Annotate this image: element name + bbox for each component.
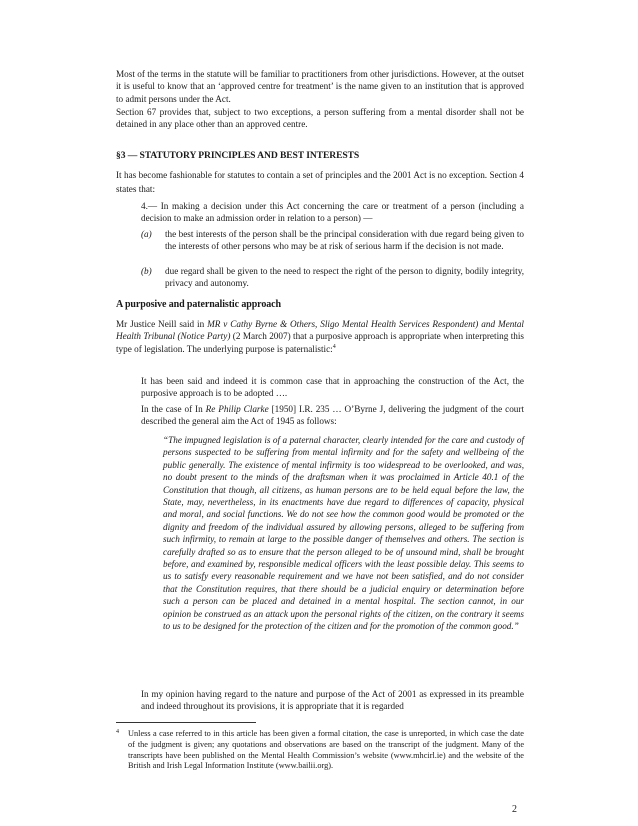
section-4-quote: 4.— In making a decision under this Act concerning the care or treatment of a person (including a decision to make an admission order in relation to a person) —: [141, 201, 524, 224]
paragraph-neill-judgment: [116, 318, 524, 355]
paragraph-section-67: Section 67 provides that, subject to two exceptions, a person suffering from a mental disorder shall not be detained in any place other than an approved centre.: [116, 107, 524, 130]
footnote-number: 4: [116, 729, 119, 735]
neill-rest-text: (2 March 2007) that a purposive approach is appropriate when interpreting this type of legislation. The underlying purpose is paternalistic:: [116, 331, 524, 354]
judgment-paragraph-purposive: It has been said and indeed it is common case that in approaching the construction of the Act, the purposive approach is to be adopted ….: [141, 376, 524, 399]
footnote-divider: [116, 722, 256, 723]
judgment-paragraph-clarke: [141, 403, 524, 428]
judgment-paragraph-opinion: In my opinion having regard to the nature and purpose of the Act of 2001 as expressed in its preamble and indeed throughout its provisions, it is appropriate that it is regarded: [141, 689, 524, 712]
section-4-item-b: [141, 265, 524, 290]
paragraph-approved-centre-terms: Most of the terms in the statute will be familiar to practitioners from other jurisdictions. However, at the outset it is useful to know that an ‘approved centre for treatment’ is the name given to an institution that is approved to admit persons under the Act.: [116, 69, 524, 104]
clarke-block-quote: “The impugned legislation is of a paternal character, clearly intended for the care and custody of persons suspected to be suffering from mental infirmity and for the safety and wellbeing of the public generally. The existence of mental infirmity is too widespread to be overlooked, and was, no doubt present to the minds of the draftsman when it was proclaimed in Article 40.1 of the Constitution that though, all citizens, as human persons are to be held equal before the law, the State, may, nevertheless, in its enactments have due regard to differences of capacity, physical and moral, and social functions. We do not see how the common good would be promoted or the dignity and freedom of the individual assured by allowing persons, alleged to be suffering from such infirmity, to remain at large to the possible danger of themselves and others. The section is carefully drafted so as to ensure that the person alleged to be of unsound mind, shall be brought before, and examined by, responsible medical officers with the least possible delay. This seems to us to satisfy every reasonable requirement and we have not been satisfied, and do not consider that the Constitution requires, that there should be a judicial enquiry or determination before such a person can be placed and detained in a mental hospital. The section cannot, in our opinion be construed as an attack upon the personal rights of the citizen, on the contrary it seems to us to be designed for the protection of the citizen and for the promotion of the common good.”: [163, 435, 524, 632]
list-marker-a: (a): [141, 229, 152, 239]
clarke-lead-text: In the case of In: [141, 404, 206, 414]
section-heading-purposive: A purposive and paternalistic approach: [116, 299, 281, 310]
clarke-rest-text: [1950] I.R. 235 … O’Byrne J, delivering the judgment of the court described the general aim the Act of 1945 as follows:: [141, 404, 524, 427]
footnote: [116, 729, 524, 772]
case-name-mr-v-byrne: MR v Cathy Byrne & Others, Sligo Mental Health Services Respondent) and Mental Health Tribunal (Notice Party): [116, 319, 524, 342]
case-name-re-philip-clarke: Re Philip Clarke: [205, 404, 269, 414]
list-marker-b: (b): [141, 266, 152, 276]
neill-lead-text: Mr Justice Neill said in: [116, 319, 208, 329]
section-4-item-a: [141, 228, 524, 253]
list-item-a-text: the best interests of the person shall be the principal consideration with due regard being given to the interests of other persons who may be at risk of serious harm if the decision is not made.: [165, 229, 524, 252]
footnote-reference[interactable]: 4: [332, 343, 336, 350]
paragraph-section-4-intro: It has become fashionable for statutes to contain a set of principles and the 2001 Act is no exception. Section 4 states that:: [116, 170, 524, 194]
list-item-b-text: due regard shall be given to the need to respect the right of the person to dignity, bodily integrity, privacy and autonomy.: [165, 266, 524, 289]
section-heading-principles: §3 — STATUTORY PRINCIPLES AND BEST INTERESTS: [116, 150, 360, 161]
footnote-text: Unless a case referred to in this article has been given a formal citation, the case is unreported, in which case the date of the judgment is given; any quotations and observations are based on the transcript of the judgment. Many of the transcripts have been published on the Mental Health Commission’s website (www.mhcirl.ie) and the website of the British and Irish Legal Information Institute (www.bailii.org).: [128, 729, 524, 771]
page-number: 2: [512, 804, 517, 815]
